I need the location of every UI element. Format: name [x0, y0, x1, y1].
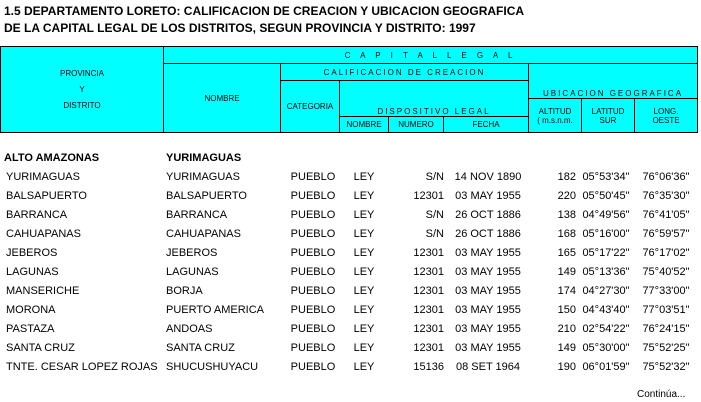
cell-distrito: TNTE. CESAR LOPEZ ROJAS: [6, 361, 158, 373]
cell-fecha: 03 MAY 1955: [455, 247, 521, 259]
header-longitud-sub: OESTE: [652, 115, 680, 125]
cell-categoria: PUEBLO: [290, 228, 336, 240]
header-capital-legal: C A P I T A L L E G A L: [164, 47, 698, 64]
header-latitud: [582, 99, 635, 133]
table-row: [0, 209, 701, 228]
cell-altitud: 182: [557, 171, 576, 183]
cell-distrito: YURIMAGUAS: [6, 171, 80, 183]
cell-disp-numero: 12301: [413, 285, 444, 297]
header-disp-nombre: NOMBRE: [340, 117, 389, 133]
cell-nombre: BALSAPUERTO: [166, 190, 247, 202]
cell-distrito: MORONA: [6, 304, 56, 316]
page-subtitle: DE LA CAPITAL LEGAL DE LOS DISTRITOS, SEGUN PROVINCIA Y DISTRITO: 1997: [4, 21, 476, 35]
cell-disp-nombre: LEY: [353, 209, 375, 221]
cell-fecha: 03 MAY 1955: [455, 285, 521, 297]
cell-disp-nombre: LEY: [353, 190, 375, 202]
cell-latitud: 05°30'00": [582, 342, 630, 354]
table-row: [0, 342, 701, 361]
cell-nombre: LAGUNAS: [166, 266, 219, 278]
cell-disp-numero: 12301: [413, 247, 444, 259]
header-altitud-unit: ( m.s.n.m.: [537, 115, 573, 125]
cell-longitud: 76°59'57": [642, 228, 690, 240]
table-row: [0, 266, 701, 285]
cell-nombre: SANTA CRUZ: [166, 342, 235, 354]
table-row: [0, 285, 701, 304]
header-disp-numero: NUMERO: [389, 117, 444, 133]
table-row: [0, 304, 701, 323]
cell-altitud: 150: [557, 304, 576, 316]
cell-altitud: 174: [557, 285, 576, 297]
cell-latitud: 06°01'59": [582, 361, 630, 373]
cell-categoria: PUEBLO: [290, 247, 336, 259]
province-name: ALTO AMAZONAS: [4, 152, 100, 164]
cell-categoria: PUEBLO: [290, 209, 336, 221]
cell-fecha: 03 MAY 1955: [455, 323, 521, 335]
cell-latitud: 02°54'22": [582, 323, 630, 335]
page-title: 1.5 DEPARTAMENTO LORETO: CALIFICACION DE CREACION Y UBICACION GEOGRAFICA: [4, 4, 525, 18]
header-fecha: FECHA: [444, 117, 529, 133]
cell-distrito: MANSERICHE: [6, 285, 80, 297]
cell-latitud: 05°50'45": [582, 190, 630, 202]
table-row: [0, 247, 701, 266]
cell-altitud: 138: [557, 209, 576, 221]
header-latitud-sub: SUR: [599, 115, 617, 125]
cell-latitud: 05°13'36": [582, 266, 630, 278]
cell-altitud: 220: [557, 190, 576, 202]
table-row: [0, 190, 701, 209]
continua-label: Continúa...: [637, 389, 686, 400]
header-prov-line1: PROVINCIA: [59, 69, 104, 78]
cell-categoria: PUEBLO: [290, 304, 336, 316]
header-longitud-label: LONG.: [653, 106, 679, 116]
cell-fecha: 03 MAY 1955: [455, 304, 521, 316]
cell-disp-numero: S/N: [425, 228, 444, 240]
cell-disp-nombre: LEY: [353, 171, 375, 183]
cell-longitud: 76°06'36": [642, 171, 690, 183]
header-prov-line3: DISTRITO: [63, 101, 101, 110]
cell-latitud: 05°16'00": [582, 228, 630, 240]
cell-nombre: PUERTO AMERICA: [166, 304, 265, 316]
table-row: [0, 171, 701, 190]
cell-categoria: PUEBLO: [290, 285, 336, 297]
header-calificacion: CALIFICACION DE CREACION: [281, 64, 529, 81]
cell-distrito: CAHUAPANAS: [6, 228, 81, 240]
cell-longitud: 75°52'32": [642, 361, 690, 373]
cell-longitud: 76°41'05": [642, 209, 690, 221]
cell-altitud: 210: [557, 323, 576, 335]
cell-distrito: PASTAZA: [6, 323, 55, 335]
header-provincia-distrito: [1, 47, 164, 133]
cell-disp-nombre: LEY: [353, 361, 375, 373]
cell-altitud: 165: [557, 247, 576, 259]
cell-fecha: 03 MAY 1955: [455, 190, 521, 202]
cell-nombre: BORJA: [166, 285, 203, 297]
cell-disp-numero: S/N: [425, 171, 444, 183]
cell-latitud: 04°43'40": [582, 304, 630, 316]
cell-distrito: LAGUNAS: [6, 266, 59, 278]
header-latitud-label: LATITUD: [591, 106, 625, 116]
table-row: [0, 361, 701, 380]
cell-disp-nombre: LEY: [353, 323, 375, 335]
cell-nombre: JEBEROS: [166, 247, 218, 259]
cell-disp-numero: 12301: [413, 266, 444, 278]
cell-longitud: 75°52'25": [642, 342, 690, 354]
cell-altitud: 149: [557, 266, 576, 278]
cell-nombre: ANDOAS: [166, 323, 213, 335]
cell-latitud: 04°27'30": [582, 285, 630, 297]
cell-latitud: 05°53'34": [582, 171, 630, 183]
cell-disp-numero: S/N: [425, 209, 444, 221]
cell-disp-numero: 12301: [413, 190, 444, 202]
cell-fecha: 26 OCT 1886: [455, 228, 521, 240]
header-altitud-label: ALTITUD: [538, 106, 572, 116]
cell-longitud: 77°33'00": [642, 285, 690, 297]
cell-longitud: 76°17'02": [642, 247, 690, 259]
cell-altitud: 149: [557, 342, 576, 354]
cell-disp-numero: 15136: [413, 361, 444, 373]
table-row: [0, 323, 701, 342]
cell-categoria: PUEBLO: [290, 342, 336, 354]
cell-distrito: BARRANCA: [6, 209, 68, 221]
cell-disp-nombre: LEY: [353, 304, 375, 316]
cell-longitud: 75°40'52": [642, 266, 690, 278]
header-dispositivo: DISPOSITIVO LEGAL: [340, 81, 529, 117]
header-nombre: NOMBRE: [164, 64, 281, 133]
cell-distrito: SANTA CRUZ: [6, 342, 75, 354]
cell-disp-numero: 12301: [413, 342, 444, 354]
cell-categoria: PUEBLO: [290, 171, 336, 183]
cell-distrito: JEBEROS: [6, 247, 58, 259]
cell-categoria: PUEBLO: [290, 190, 336, 202]
cell-longitud: 76°24'15": [642, 323, 690, 335]
cell-disp-nombre: LEY: [353, 228, 375, 240]
header-ubicacion: UBICACION GEOGRAFICA: [529, 64, 698, 99]
cell-distrito: BALSAPUERTO: [6, 190, 87, 202]
cell-fecha: 26 OCT 1886: [455, 209, 521, 221]
cell-fecha: 03 MAY 1955: [455, 342, 521, 354]
cell-disp-nombre: LEY: [353, 247, 375, 259]
cell-altitud: 168: [557, 228, 576, 240]
cell-longitud: 76°35'30": [642, 190, 690, 202]
cell-categoria: PUEBLO: [290, 323, 336, 335]
header-prov-line2: Y: [79, 85, 85, 94]
cell-nombre: SHUCUSHUYACU: [166, 361, 259, 373]
table-row: [0, 228, 701, 247]
cell-nombre: YURIMAGUAS: [166, 171, 240, 183]
cell-altitud: 190: [557, 361, 576, 373]
cell-longitud: 77°03'51": [642, 304, 690, 316]
cell-disp-numero: 12301: [413, 304, 444, 316]
cell-disp-nombre: LEY: [353, 285, 375, 297]
cell-fecha: 03 MAY 1955: [455, 266, 521, 278]
cell-disp-numero: 12301: [413, 323, 444, 335]
cell-latitud: 04°49'56": [582, 209, 630, 221]
cell-nombre: CAHUAPANAS: [166, 228, 241, 240]
cell-disp-nombre: LEY: [353, 266, 375, 278]
header-categoria: CATEGORIA: [281, 81, 340, 133]
cell-fecha: 14 NOV 1890: [454, 171, 522, 183]
cell-fecha: 08 SET 1964: [455, 361, 520, 373]
table-header: [0, 46, 698, 133]
cell-categoria: PUEBLO: [290, 266, 336, 278]
cell-latitud: 05°17'22": [582, 247, 630, 259]
cell-nombre: BARRANCA: [166, 209, 228, 221]
cell-disp-nombre: LEY: [353, 342, 375, 354]
header-altitud: [529, 99, 582, 133]
header-longitud: [635, 99, 698, 133]
province-capital: YURIMAGUAS: [166, 152, 242, 164]
cell-categoria: PUEBLO: [290, 361, 336, 373]
